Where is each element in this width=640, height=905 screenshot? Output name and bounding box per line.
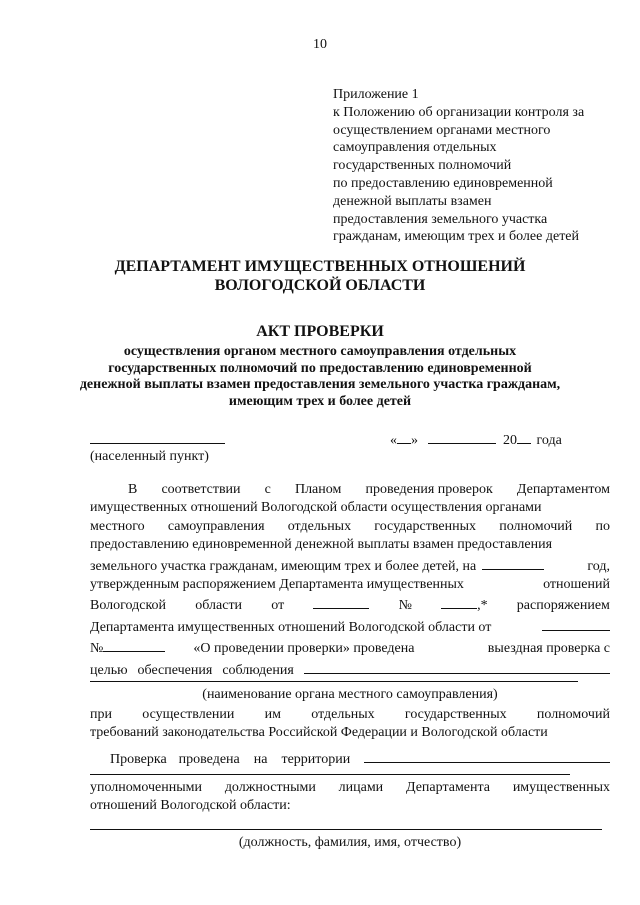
paragraph-line-7 <box>90 594 610 615</box>
body-caption: (наименование органа местного самоуправления) <box>202 687 498 702</box>
text: Департамента имущественных отношений Вологодской области от <box>90 619 492 635</box>
text: отношений <box>543 577 610 593</box>
year-blank[interactable] <box>517 429 531 444</box>
word: Департамента <box>405 780 491 795</box>
paragraph-line-10 <box>90 659 610 680</box>
month-blank[interactable] <box>428 429 496 444</box>
territory-continuation-line[interactable] <box>90 774 570 775</box>
paragraph-line-8 <box>90 616 610 637</box>
subtitle-line: денежной выплаты взамен предоставления земельного участка гражданам, <box>79 377 561 392</box>
word: местного <box>90 518 145 534</box>
officials-line-1 <box>90 779 610 797</box>
exercise-paragraph <box>90 706 610 743</box>
word: Департаментом <box>516 482 610 497</box>
body-name-blank-line[interactable] <box>90 681 578 682</box>
officials-paragraph <box>90 779 610 816</box>
page-number: 10 <box>313 37 327 52</box>
text: выездная проверка с <box>487 641 610 657</box>
order-number-blank[interactable] <box>441 594 477 609</box>
day-blank[interactable] <box>397 429 411 444</box>
word: полномочий <box>536 707 610 722</box>
word: полномочий <box>499 518 573 534</box>
person-caption: (должность, фамилия, имя, отчество) <box>238 835 462 850</box>
exercise-line-1 <box>90 706 610 724</box>
department-line1: ДЕПАРТАМЕНТ ИМУЩЕСТВЕННЫХ ОТНОШЕНИЙ <box>114 258 526 275</box>
appendix-line: осуществлением органами местного <box>333 122 551 138</box>
text: от <box>271 598 285 614</box>
word: Планом <box>294 482 342 497</box>
person-blank-line[interactable] <box>90 829 602 830</box>
word: имущественных <box>512 780 610 795</box>
appendix-line: предоставления земельного участка <box>333 211 548 227</box>
appendix-line: денежной выплаты взамен <box>333 193 492 209</box>
place-blank-line[interactable] <box>90 443 225 444</box>
subtitle-line: государственных полномочий по предоставлению единовременной <box>108 360 532 376</box>
place-caption: (населенный пункт) <box>90 449 209 464</box>
text: утвержденным распоряжением Департамента имущественных <box>90 577 464 593</box>
year-suffix: года <box>536 433 562 448</box>
word: соответствии <box>161 482 241 497</box>
text: территории <box>281 752 351 767</box>
appendix-line: Приложение 1 <box>333 87 419 102</box>
main-paragraph <box>90 481 610 680</box>
text: Вологодской <box>90 598 167 614</box>
appendix-note <box>333 86 584 246</box>
word: отдельных <box>311 707 375 722</box>
appendix-line: по предоставлению единовременной <box>333 175 553 191</box>
text: проведена <box>178 752 240 767</box>
exercise-line-2: требований законодательства Российской Федерации и Вологодской области <box>90 725 548 741</box>
text: распоряжением <box>516 598 610 614</box>
text: «О проведении проверки» проведена <box>193 641 415 657</box>
officials-line-2: отношений Вологодской области: <box>90 798 291 814</box>
territory-line <box>90 748 610 769</box>
word: проведения проверок <box>365 482 493 497</box>
department-line2: ВОЛОГОДСКОЙ ОБЛАСТИ <box>214 277 426 294</box>
year-prefix: 20 <box>503 433 517 448</box>
appendix-line: гражданам, имеющим трех и более детей <box>333 229 580 245</box>
word: им <box>264 707 282 722</box>
territory-blank[interactable] <box>364 748 610 763</box>
word: государственных <box>374 518 476 534</box>
word: лицами <box>338 780 384 795</box>
text: целью <box>90 662 128 678</box>
compliance-blank[interactable] <box>304 659 610 674</box>
word: В <box>128 482 138 497</box>
paragraph-line-5 <box>90 555 610 576</box>
word: государственных <box>404 707 507 722</box>
word: уполномоченными <box>90 780 203 795</box>
subtitle-line: имеющим трех и более детей <box>228 393 412 409</box>
text: № <box>90 641 104 657</box>
department-heading <box>0 257 640 295</box>
territory-row <box>90 748 610 769</box>
text: на <box>253 752 268 767</box>
paragraph-line-6 <box>90 576 610 594</box>
paragraph-line-9 <box>90 637 610 658</box>
subtitle-line: осуществления органом местного самоуправления отдельных <box>123 344 517 359</box>
text: Проверка <box>110 752 167 767</box>
text: соблюдения <box>222 662 294 678</box>
paragraph-line-4: предоставлению единовременной денежной выплаты взамен предоставления <box>90 537 553 553</box>
appendix-line: к Положению об организации контроля за <box>333 104 585 120</box>
appendix-line: государственных полномочий <box>333 158 512 174</box>
dept-order-number-blank[interactable] <box>103 637 165 652</box>
paragraph-line-3 <box>90 518 610 536</box>
text: земельного участка гражданам, имеющим трех и более детей, на <box>90 558 477 574</box>
word: отдельных <box>287 518 352 534</box>
date-quote-close: » <box>411 433 418 448</box>
word: осуществлении <box>142 707 235 722</box>
text: № <box>398 598 412 614</box>
act-title: АКТ ПРОВЕРКИ <box>256 323 384 340</box>
word: по <box>595 518 610 534</box>
appendix-line: самоуправления отдельных <box>333 140 497 156</box>
word: должностными <box>224 780 316 795</box>
word: самоуправления <box>167 518 265 534</box>
order-date-blank[interactable] <box>313 594 369 609</box>
year-plan-blank[interactable] <box>482 555 544 570</box>
word: при <box>90 707 112 722</box>
text: обеспечения <box>137 662 213 678</box>
text: год, <box>587 558 610 574</box>
date-quote-open: « <box>390 433 397 448</box>
date-line <box>390 429 562 449</box>
dept-order-date-blank[interactable] <box>542 616 610 631</box>
paragraph-line-1 <box>90 481 610 499</box>
text: области <box>195 598 243 614</box>
word: с <box>264 482 271 497</box>
act-subtitle <box>0 344 640 410</box>
paragraph-line-2: имущественных отношений Вологодской области осуществления органами <box>90 500 542 516</box>
text: ,* <box>477 598 488 614</box>
